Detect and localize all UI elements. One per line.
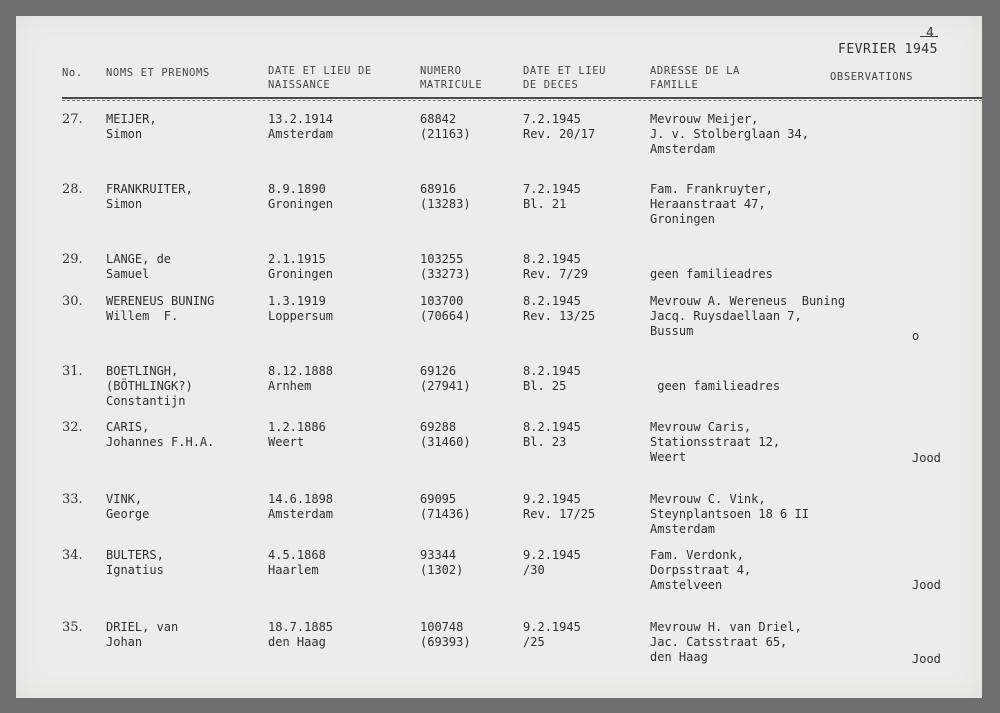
row-number: 27. [62, 112, 83, 127]
row-address: Mevrouw Caris, Stationsstraat 12, Weert [650, 420, 781, 464]
row-birth: 14.6.1898 Amsterdam [268, 492, 334, 521]
row-matricule: 103255 (33273) [420, 252, 471, 281]
row-number: 33. [62, 492, 83, 507]
row-death: 8.2.1945 Bl. 23 [523, 420, 581, 449]
row-number: 34. [62, 548, 83, 563]
row-matricule: 100748 (69393) [420, 620, 471, 649]
header-rule [62, 97, 982, 99]
row-death: 7.2.1945 Bl. 21 [523, 182, 581, 211]
row-matricule: 69288 (31460) [420, 420, 471, 449]
row-address: Fam. Verdonk, Dorpsstraat 4, Amstelveen [650, 548, 752, 592]
row-address: Fam. Frankruyter, Heraanstraat 47, Groningen [650, 182, 773, 226]
header-no: No. [62, 67, 83, 79]
row-birth: 8.12.1888 Arnhem [268, 364, 334, 393]
row-name: CARIS, Johannes F.H.A. [106, 420, 215, 449]
row-name: VINK, George [106, 492, 150, 521]
row-birth: 1.2.1886 Weert [268, 420, 326, 449]
row-observation: Jood [912, 652, 941, 666]
row-address: geen familieadres [657, 379, 781, 393]
row-name: BULTERS, Ignatius [106, 548, 164, 577]
row-address: Mevrouw Meijer, J. v. Stolberglaan 34, Amsterdam [650, 112, 809, 156]
row-address: Mevrouw H. van Driel, Jac. Catsstraat 65, den Haag [650, 620, 802, 664]
row-number: 35. [62, 620, 83, 635]
header-observations: OBSERVATIONS [830, 71, 914, 83]
row-matricule: 68916 (13283) [420, 182, 471, 211]
row-number: 31. [62, 364, 83, 379]
row-matricule: 103700 (70664) [420, 294, 471, 323]
row-number: 30. [62, 294, 83, 309]
row-matricule: 69126 (27941) [420, 364, 471, 393]
row-observation: Jood [912, 451, 941, 465]
row-observation: o [912, 329, 920, 343]
row-name: MEIJER, Simon [106, 112, 157, 141]
row-matricule: 68842 (21163) [420, 112, 471, 141]
row-address: Mevrouw A. Wereneus Buning Jacq. Ruysdaellaan 7, Bussum [650, 294, 846, 338]
row-birth: 1.3.1919 Loppersum [268, 294, 334, 323]
header-number: NUMERO MATRICULE [420, 65, 483, 91]
row-birth: 18.7.1885 den Haag [268, 620, 334, 649]
document-sheet [16, 16, 982, 698]
row-number: 32. [62, 420, 83, 435]
row-death: 9.2.1945 Rev. 17/25 [523, 492, 596, 521]
row-address: Mevrouw C. Vink, Steynplantsoen 18 6 II Amsterdam [650, 492, 809, 536]
header-address: ADRESSE DE LA FAMILLE [650, 65, 740, 91]
row-birth: 8.9.1890 Groningen [268, 182, 334, 211]
row-death: 9.2.1945 /25 [523, 620, 581, 649]
row-number: 28. [62, 182, 83, 197]
row-death: 9.2.1945 /30 [523, 548, 581, 577]
row-death: 8.2.1945 Bl. 25 [523, 364, 581, 393]
row-name: BOETLINGH, (BÖTHLINGK?) Constantijn [106, 364, 193, 408]
row-matricule: 93344 (1302) [420, 548, 464, 577]
row-death: 8.2.1945 Rev. 13/25 [523, 294, 596, 323]
row-name: WERENEUS BUNING Willem F. [106, 294, 215, 323]
row-name: FRANKRUITER, Simon [106, 182, 193, 211]
header-death: DATE ET LIEU DE DECES [523, 65, 607, 91]
row-observation: Jood [912, 578, 941, 592]
page-number: 4 [926, 26, 934, 41]
row-birth: 2.1.1915 Groningen [268, 252, 334, 281]
row-address: geen familieadres [650, 267, 773, 281]
row-birth: 13.2.1914 Amsterdam [268, 112, 334, 141]
month-year: FEVRIER 1945 [838, 42, 938, 57]
header-rule-secondary [62, 100, 982, 101]
row-number: 29. [62, 252, 83, 267]
row-death: 8.2.1945 Rev. 7/29 [523, 252, 589, 281]
row-birth: 4.5.1868 Haarlem [268, 548, 326, 577]
row-name: DRIEL, van Johan [106, 620, 179, 649]
header-birth: DATE ET LIEU DE NAISSANCE [268, 65, 372, 91]
header-names: NOMS ET PRENOMS [106, 67, 210, 79]
row-name: LANGE, de Samuel [106, 252, 172, 281]
row-death: 7.2.1945 Rev. 20/17 [523, 112, 596, 141]
row-matricule: 69095 (71436) [420, 492, 471, 521]
